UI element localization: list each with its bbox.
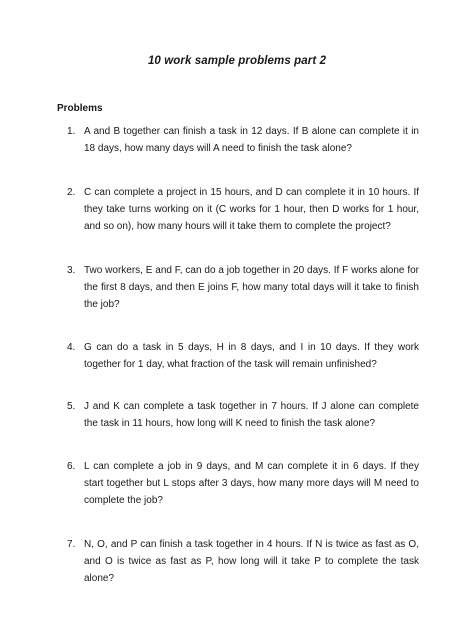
problem-item — [67, 536, 419, 587]
problem-item — [67, 398, 419, 432]
problem-text: C can complete a project in 15 hours, and D can complete it in 10 hours. If they take turns working on it (C works for 1 hour, then D works for 1 hour, and so on), how many hours will it take them to complete the project? — [84, 187, 419, 232]
problem-text: Two workers, E and F, can do a job together in 20 days. If F works alone for the first 8 days, and then E joins F, how many total days will it take to finish the job? — [84, 265, 419, 310]
problem-number: 3. — [67, 265, 76, 276]
document-title: 10 work sample problems part 2 — [147, 55, 327, 67]
problem-text: G can do a task in 5 days, H in 8 days, and I in 10 days. If they work together for 1 day, what fraction of the task will remain unfinished? — [84, 342, 419, 370]
problem-text: J and K can complete a task together in 7 hours. If J alone can complete the task in 11 hours, how long will K need to finish the task alone? — [84, 401, 419, 429]
problem-item — [67, 262, 419, 313]
problem-text: A and B together can finish a task in 12 days. If B alone can complete it in 18 days, how many days will A need to finish the task alone? — [84, 126, 419, 154]
problem-number: 1. — [67, 126, 76, 137]
problem-item — [67, 339, 419, 373]
problem-number: 2. — [67, 187, 76, 198]
problem-item — [67, 123, 419, 157]
problem-number: 5. — [67, 401, 76, 412]
problem-number: 4. — [67, 342, 76, 353]
section-heading: Problems — [57, 103, 103, 114]
problem-text: N, O, and P can finish a task together in 4 hours. If N is twice as fast as O, and O is twice as fast as P, how long will it take P to complete the task alone? — [84, 539, 419, 584]
problem-text: L can complete a job in 9 days, and M can complete it in 6 days. If they start together but L stops after 3 days, how many more days will M need to complete the job? — [84, 461, 419, 506]
problem-item — [67, 458, 419, 509]
problem-number: 6. — [67, 461, 76, 472]
problem-number: 7. — [67, 539, 76, 550]
problem-item — [67, 184, 419, 235]
